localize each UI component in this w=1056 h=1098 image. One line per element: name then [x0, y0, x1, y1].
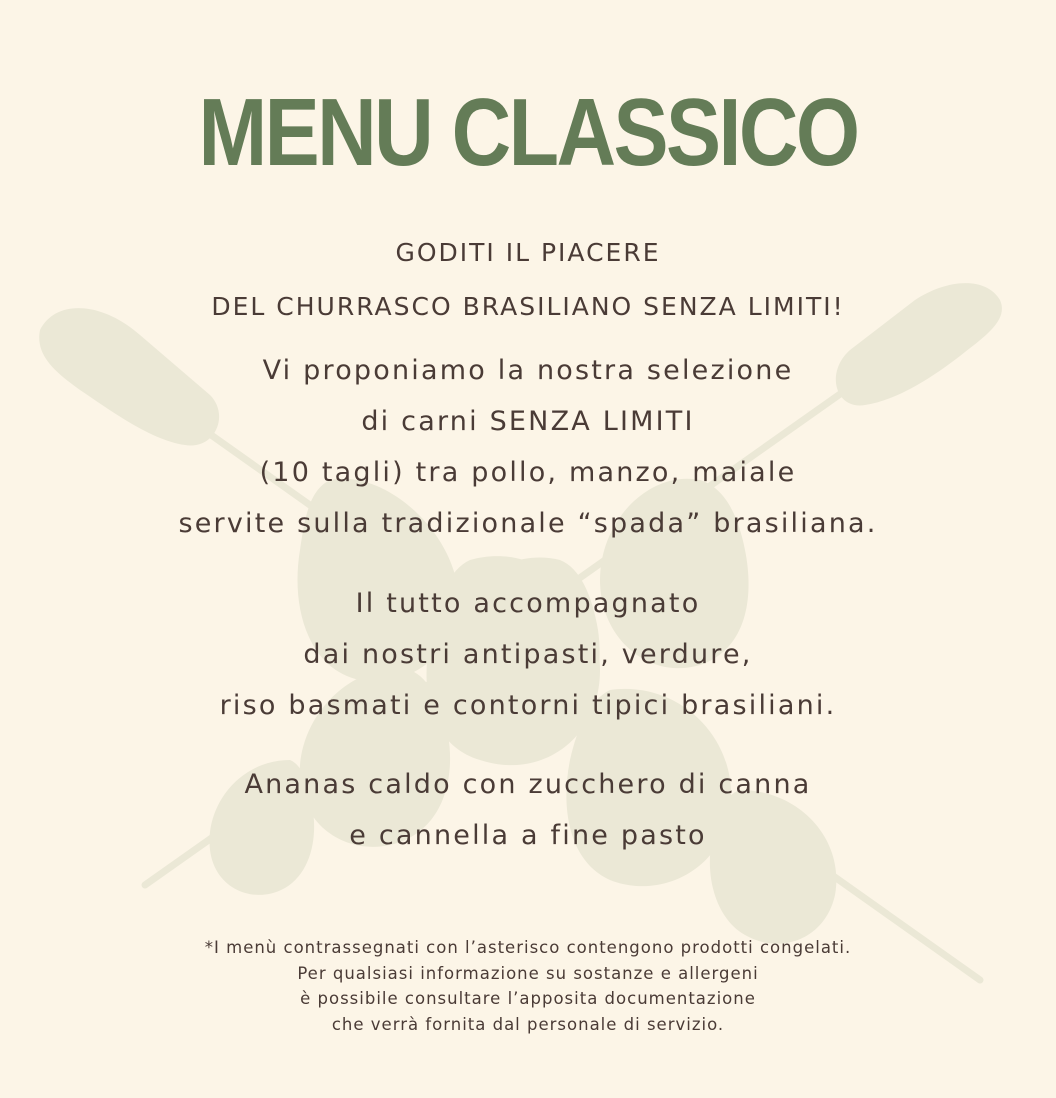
allergen-footnote [0, 935, 1056, 1037]
meat-selection-section [0, 345, 1056, 549]
section-line: dai nostri antipasti, verdure, [303, 639, 753, 670]
section-line: riso basmati e contorni tipici brasiliani. [219, 690, 837, 721]
footnote-line: è possibile consultare l’apposita documentazione [300, 989, 756, 1008]
footnote-line: Per qualsiasi informazione su sostanze e allergeni [297, 963, 759, 983]
footnote-line: *I menù contrassegnati con l’asterisco contengono prodotti congelati. [204, 938, 852, 957]
section-line: (10 tagli) tra pollo, manzo, maiale [259, 457, 797, 488]
section-line: Il tutto accompagnato [355, 588, 701, 619]
section-line: servite sulla tradizionale “spada” brasiliana. [178, 508, 878, 539]
menu-subtitle [0, 226, 1056, 334]
menu-title: MENU CLASSICO [198, 79, 858, 186]
footnote-line: che verrà fornita dal personale di servizio. [331, 1014, 725, 1034]
dessert-section [0, 759, 1056, 861]
section-line: di carni SENZA LIMITI [361, 406, 695, 437]
section-line: Ananas caldo con zucchero di canna [244, 769, 812, 800]
side-dishes-section [0, 578, 1056, 731]
section-line: Vi proponiamo la nostra selezione [262, 355, 794, 386]
subtitle-line: DEL CHURRASCO BRASILIANO SENZA LIMITI! [211, 292, 845, 321]
subtitle-line: GODITI IL PIACERE [395, 238, 661, 267]
section-line: e cannella a fine pasto [349, 820, 707, 851]
